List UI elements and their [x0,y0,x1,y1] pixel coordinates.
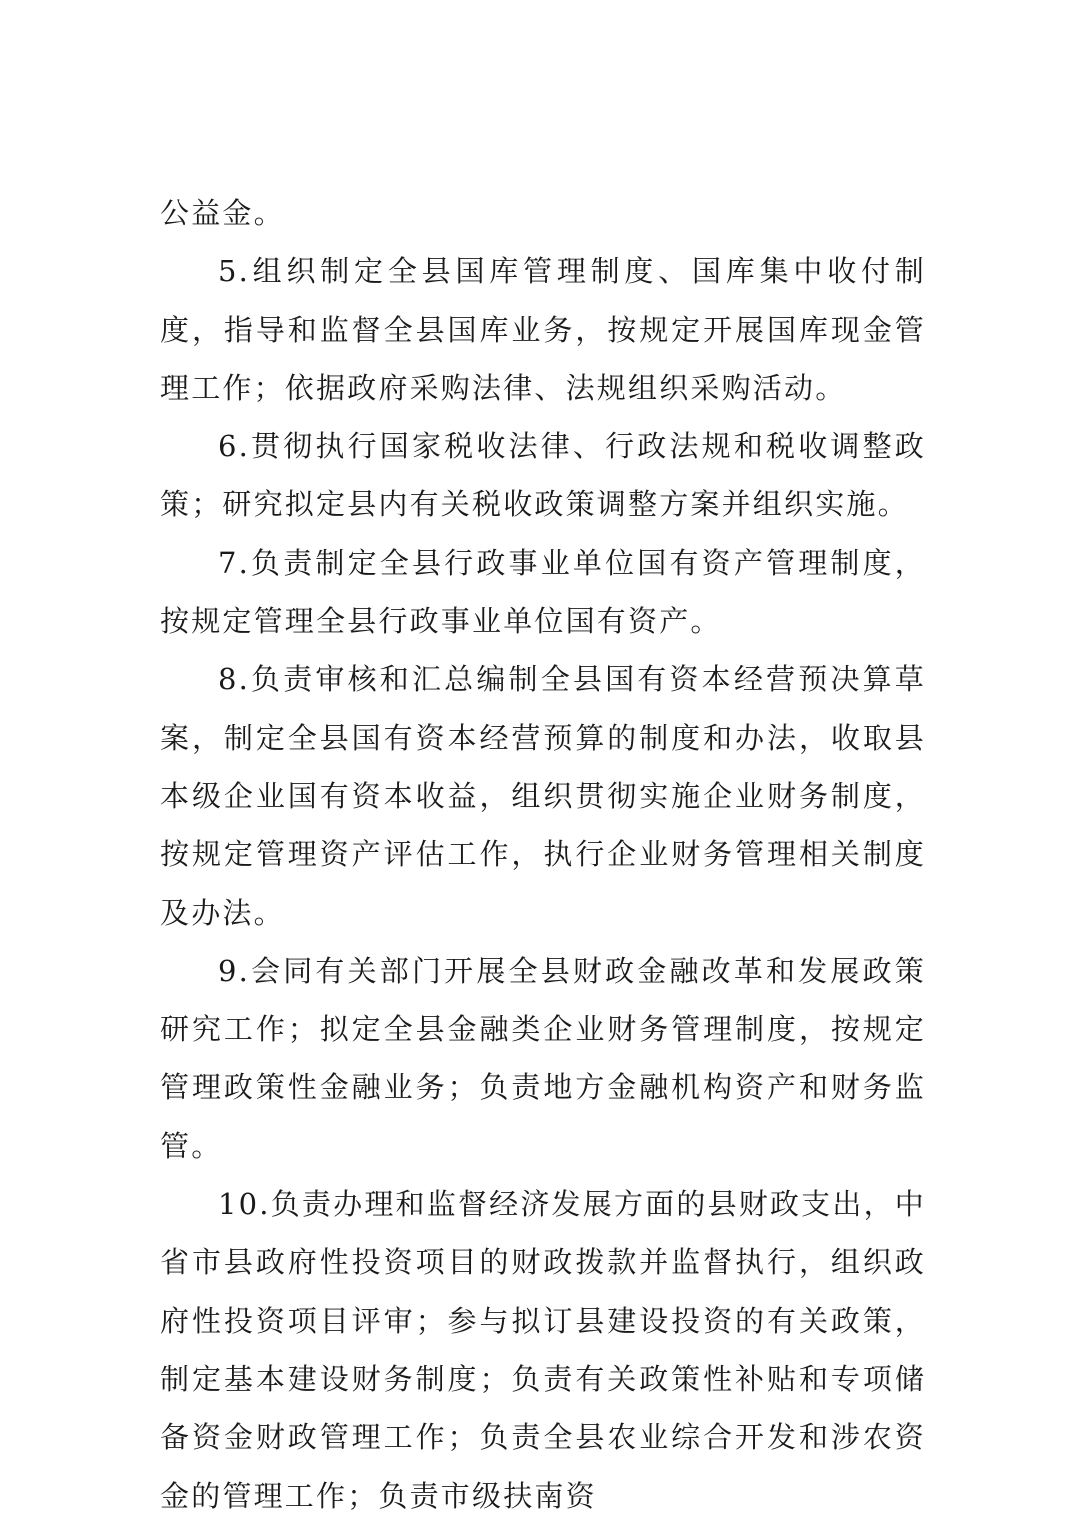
paragraph-item-8: 8.负责审核和汇总编制全县国有资本经营预决算草案，制定全县国有资本经营预算的制度和办法，收取县本级企业国有资本收益，组织贯彻实施企业财务制度，按规定管理资产评估工作，执行企业财务管理相关制度及办法。 [160,662,926,930]
paragraph-item-10: 10.负责办理和监督经济发展方面的县财政支出，中省市县政府性投资项目的财政拨款并监督执行，组织政府性投资项目评审；参与拟订县建设投资的有关政策，制定基本建设财务制度；负责有关政策性补贴和专项储备资金财政管理工作；负责全县农业综合开发和涉农资金的管理工作；负责市级扶南资 [160,1187,926,1513]
paragraph-item-5: 5.组织制定全县国库管理制度、国库集中收付制度，指导和监督全县国库业务，按规定开展国库现金管理工作；依据政府采购法律、法规组织采购活动。 [160,254,926,405]
paragraph-continuation: 公益金。 [160,196,285,230]
paragraph-item-6: 6.贯彻执行国家税收法律、行政法规和税收调整政策；研究拟定县内有关税收政策调整方案并组织实施。 [160,429,926,522]
paragraph-item-7: 7.负责制定全县行政事业单位国有资产管理制度，按规定管理全县行政事业单位国有资产。 [160,545,926,639]
document-body [160,184,926,1525]
paragraph-item-9: 9.会同有关部门开展全县财政金融改革和发展政策研究工作；拟定全县金融类企业财务管理制度，按规定管理政策性金融业务；负责地方金融机构资产和财务监管。 [160,953,926,1163]
